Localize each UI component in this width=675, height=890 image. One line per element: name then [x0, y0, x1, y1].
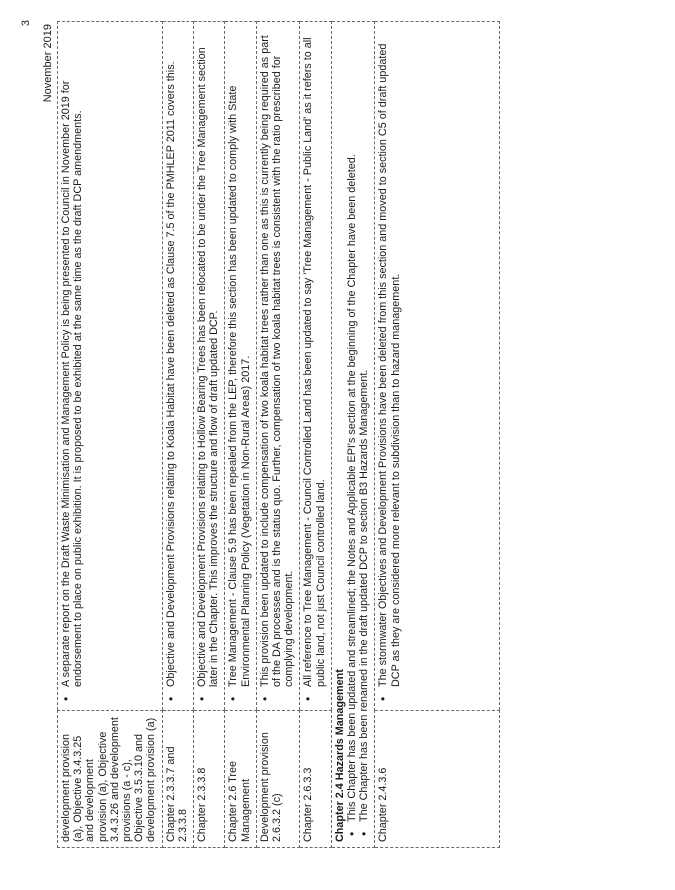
page-date: November 2019 [42, 24, 54, 103]
row-text: This provision been updated to include compensation of two koala habitat trees rather than one as this is currently being required as part of the DA processes and is the status quo. Further, compensation of two koala habitat trees is consistent with the ratio prescribed for complying development. [258, 35, 296, 687]
row-text: Objective and Development Provisions relating to Koala Habitat have been deleted as Clause 7.5 of the PMHLEP 2011 covers this. [164, 61, 177, 687]
bullet-glyph: • [376, 696, 391, 701]
table-row [256, 22, 300, 848]
row-text: The stormwater Objectives and Development Provisions have been deleted from this section and moved to section C5 of draft updated DCP as they are considered more relevant to subdivision than to hazard management. [377, 43, 402, 687]
row-text: Tree Management - Clause 5.9 has been repealed from the LEP, therefore this section has been updated to comply with State Environmental Planning Policy (Vegetation in Non-Rural Areas) 2017. [227, 85, 252, 687]
rotated-page [20, 20, 620, 870]
row-label: Chapter 2.3.3.8 [194, 711, 225, 848]
row-label: Development provision 2.6.3.2 (c) [256, 711, 300, 848]
bullet-glyph: • [301, 696, 316, 701]
bullet-glyph: • [345, 831, 360, 836]
row-label: development provision (a), Objective 3.4.3.25 and development provision (a), Objective 3.4.3.26 and development provisions (a - c), Objective 3.5.3.10 and development provision (a) [58, 711, 163, 848]
section-bullet: This Chapter has been updated and streamlined; the Notes and Applicable EPI's section at the beginning of the Chapter have been deleted. [346, 154, 359, 822]
table-row [225, 22, 256, 848]
table-row-section [331, 22, 375, 848]
table-row [300, 22, 331, 848]
amendments-table [57, 21, 500, 848]
bullet-glyph: • [257, 696, 272, 701]
table-row [194, 22, 225, 848]
row-label: Chapter 2.4.3.6 [375, 711, 500, 848]
row-label: Chapter 2.6.3.3 [300, 711, 331, 848]
bullet-glyph: • [226, 696, 241, 701]
row-label: Chapter 2.6 Tree Management [225, 711, 256, 848]
table-row [58, 22, 163, 848]
section-heading: Chapter 2.4 Hazards Management [333, 669, 346, 842]
page-number: 3 [20, 20, 32, 27]
table-row [162, 22, 193, 848]
row-text: A separate report on the Draft Waste Minimisation and Management Policy is being presented to Council in November 2019 for endorsement to place on public exhibition. It is proposed to be exhibited at the same time as the draft DCP amendments. [60, 80, 85, 687]
row-label: Chapter 2.3.3.7 and 2.3.3.8 [162, 711, 193, 848]
bullet-glyph: • [195, 696, 210, 701]
row-text: All reference to Tree Management - Council Controlled Land has been updated to say 'Tree Management - Public Land' as it refers to all public land, not just Council controlled land. [302, 37, 327, 687]
table-row [375, 22, 500, 848]
bullet-glyph: • [357, 831, 372, 836]
section-bullet: The Chapter has been renamed in the draft updated DCP to section B3 Hazards Management. [358, 369, 371, 822]
bullet-glyph: • [59, 696, 73, 701]
bullet-glyph: • [163, 696, 178, 701]
row-text: Objective and Development Provisions relating to Hollow Bearing Trees has been relocated to be under the Tree Management section later in the Chapter. This improves the structure and flow of draft updated DCP. [196, 47, 221, 687]
